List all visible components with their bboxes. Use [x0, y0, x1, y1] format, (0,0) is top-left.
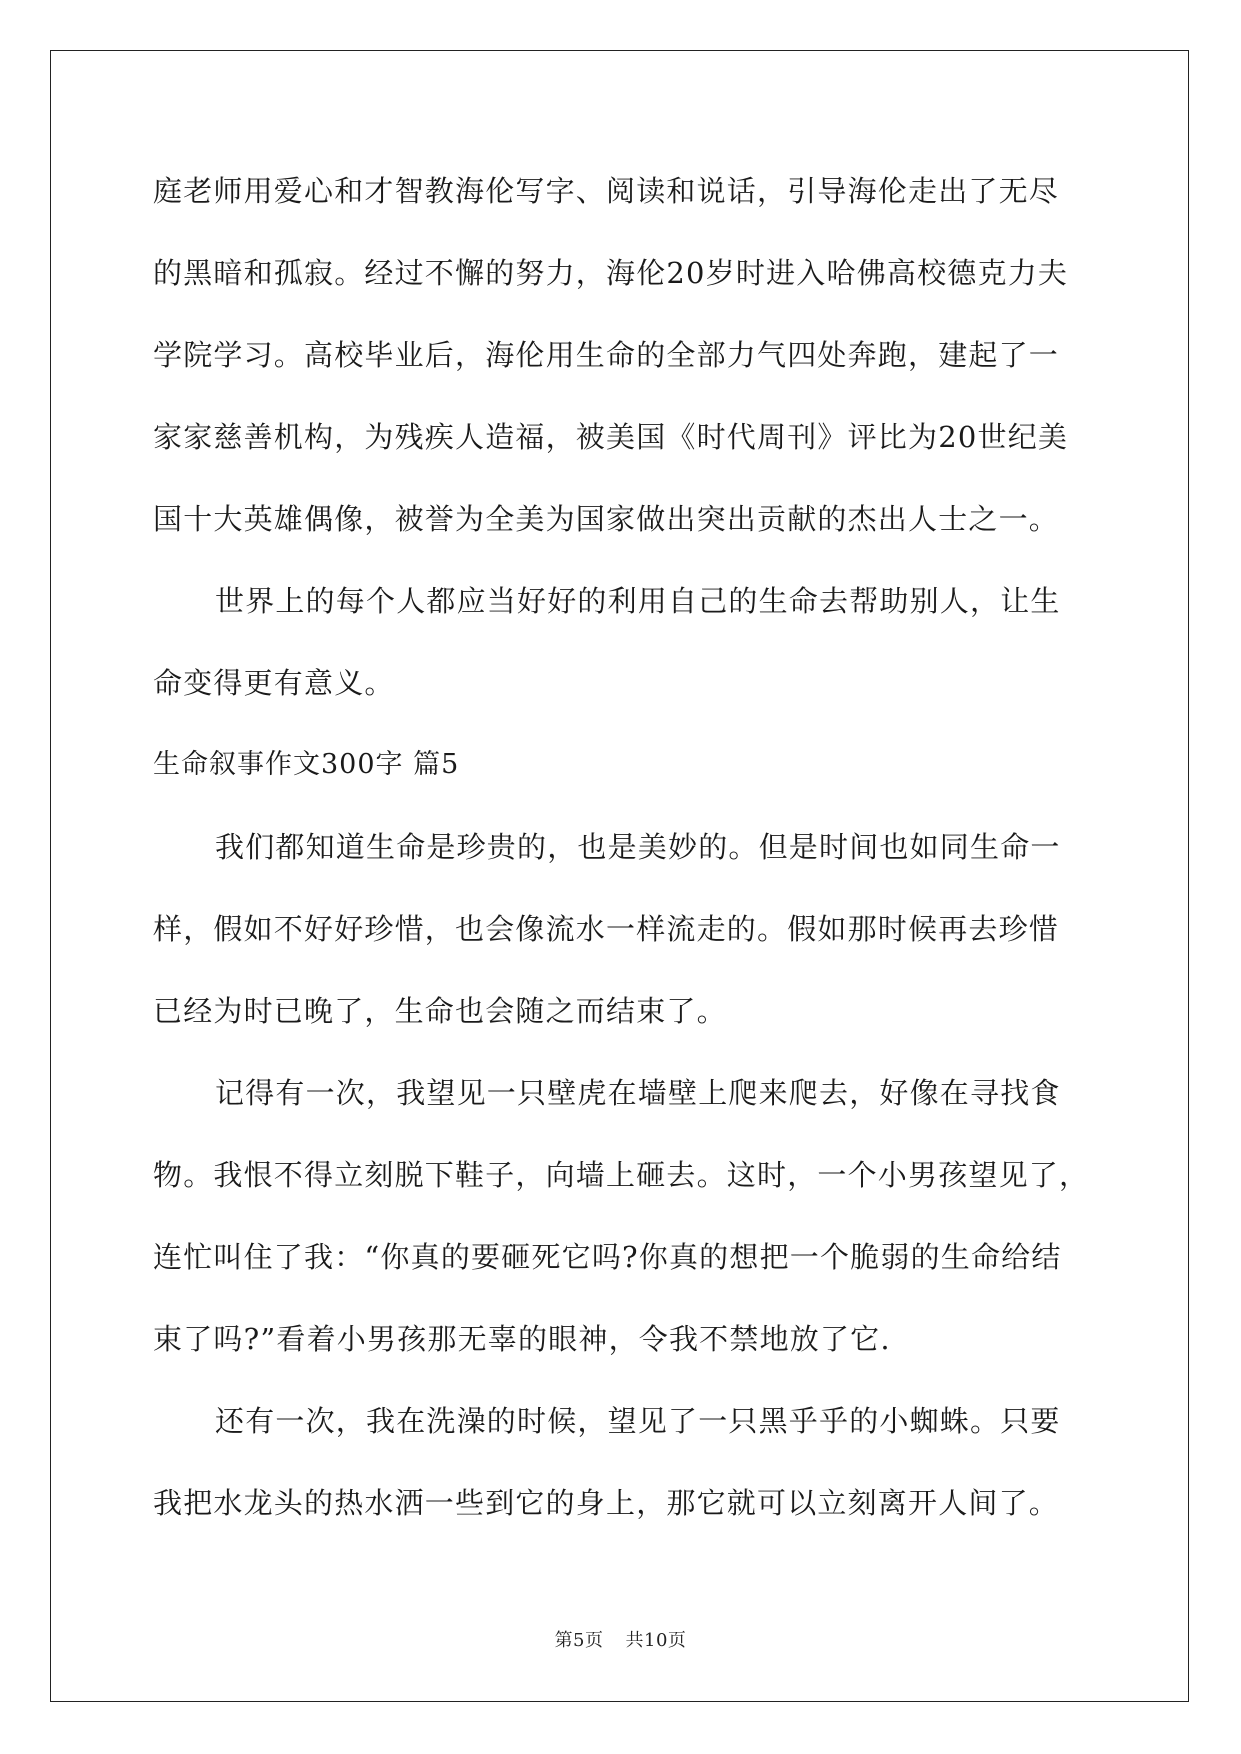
text-line: 国十大英雄偶像，被誉为全美为国家做出突出贡献的杰出人士之一。: [153, 502, 1060, 536]
page-total: 共10页: [625, 1630, 687, 1651]
section-heading: 生命叙事作文300字 篇5: [153, 749, 460, 780]
text-line: 家家慈善机构，为残疾人造福，被美国《时代周刊》评比为20世纪美: [153, 420, 1069, 454]
text-line: 的黑暗和孤寂。经过不懈的努力，海伦20岁时进入哈佛高校德克力夫: [153, 256, 1069, 290]
paragraph-start-line: 还有一次，我在洗澡的时候，望见了一只黑乎乎的小蜘蛛。只要: [215, 1404, 1061, 1438]
text-line: 束了吗?”看着小男孩那无辜的眼神，令我不禁地放了它.: [153, 1322, 891, 1356]
paragraph-start-line: 我们都知道生命是珍贵的，也是美妙的。但是时间也如同生命一: [215, 830, 1061, 864]
page-footer: [0, 1626, 1241, 1652]
text-line: 我把水龙头的热水洒一些到它的身上，那它就可以立刻离开人间了。: [153, 1486, 1060, 1520]
text-line: 学院学习。高校毕业后，海伦用生命的全部力气四处奔跑，建起了一: [153, 338, 1060, 372]
paragraph-start-line: 记得有一次，我望见一只壁虎在墙壁上爬来爬去，好像在寻找食: [215, 1076, 1061, 1110]
text-line: 物。我恨不得立刻脱下鞋子，向墙上砸去。这时，一个小男孩望见了，: [153, 1158, 1090, 1192]
document-body: [153, 150, 1093, 1544]
text-line: 命变得更有意义。: [153, 666, 395, 700]
text-line: 庭老师用爱心和才智教海伦写字、阅读和说话，引导海伦走出了无尽: [153, 174, 1060, 208]
page-number: 第5页: [554, 1630, 604, 1651]
text-line: 样，假如不好好珍惜，也会像流水一样流走的。假如那时候再去珍惜: [153, 912, 1060, 946]
paragraph-start-line: 世界上的每个人都应当好好的利用自己的生命去帮助别人，让生: [215, 584, 1061, 618]
text-line: 连忙叫住了我：“你真的要砸死它吗?你真的想把一个脆弱的生命给结: [153, 1240, 1062, 1274]
text-line: 已经为时已晚了，生命也会随之而结束了。: [153, 994, 727, 1028]
